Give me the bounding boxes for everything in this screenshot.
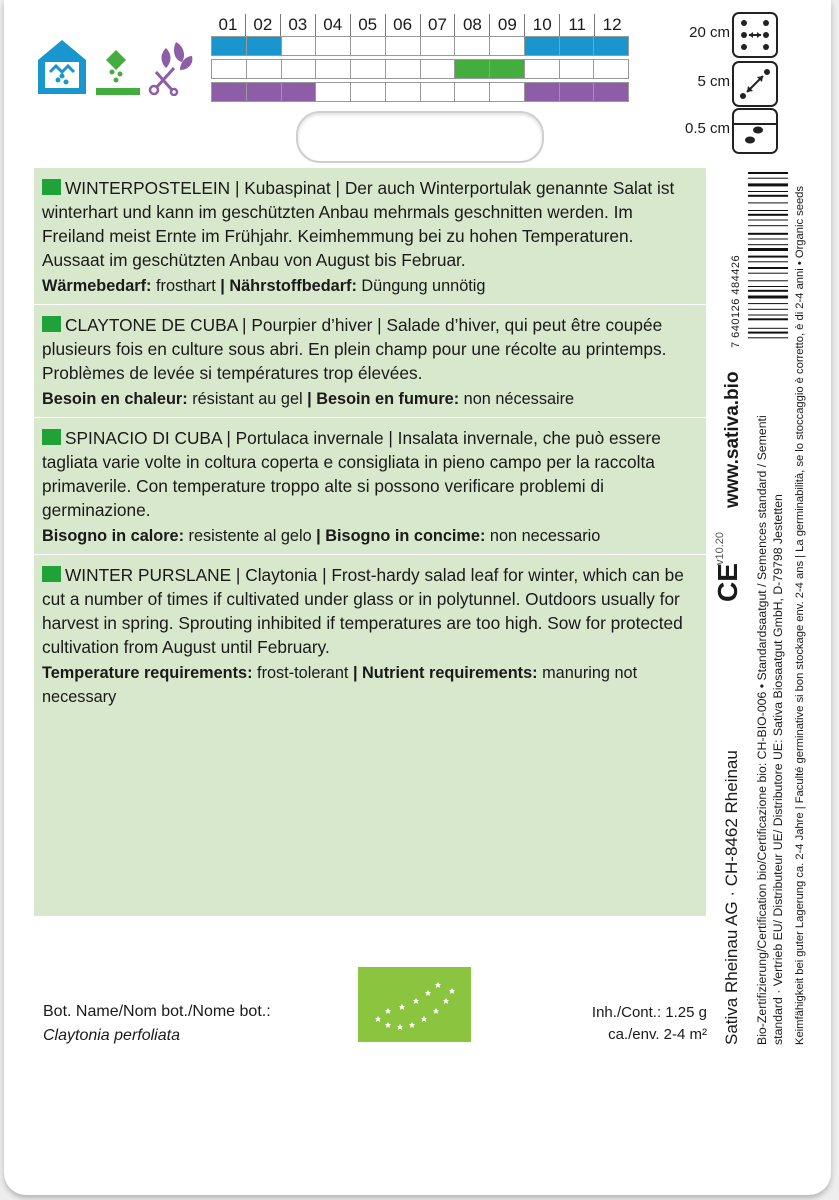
req-value: Düngung unnötig <box>356 277 486 295</box>
calendar-cell <box>315 37 350 55</box>
req-label: | Besoin en fumure: <box>307 390 460 408</box>
sowing-calendar <box>211 14 629 105</box>
calendar-cell <box>420 83 455 101</box>
barcode-bar <box>748 280 788 281</box>
calendar-cell <box>350 60 385 78</box>
month-label: 07 <box>420 14 455 36</box>
requirements <box>42 524 698 548</box>
calendar-cell <box>246 83 281 101</box>
req-value: résistant au gel <box>187 390 308 408</box>
barcode-bar <box>748 183 788 186</box>
calendar-row-harvest <box>211 82 629 102</box>
barcode-bar <box>748 225 788 226</box>
req-label: Besoin en chaleur: <box>42 390 188 408</box>
barcode-bar <box>748 195 788 197</box>
barcode-bar <box>748 220 788 221</box>
outdoor-sowing-icon <box>96 42 142 96</box>
calendar-cell <box>524 60 559 78</box>
green-square-icon <box>42 179 61 195</box>
calendar-cell <box>350 83 385 101</box>
calendar-row-indoor-sowing <box>211 36 629 56</box>
req-label: | Nährstoffbedarf: <box>220 277 357 295</box>
calendar-cell <box>593 83 629 101</box>
section-fr <box>34 305 706 418</box>
calendar-cell <box>246 60 281 78</box>
barcode-bar <box>748 296 788 299</box>
barcode-bar <box>748 172 788 174</box>
calendar-cell <box>420 37 455 55</box>
barcode-bar <box>748 239 788 240</box>
calendar-cell <box>385 83 420 101</box>
requirements <box>42 661 698 709</box>
barcode-bars <box>748 172 788 348</box>
sowing-depth-icon <box>732 108 778 154</box>
barcode-bar <box>748 248 788 251</box>
calendar-cell <box>315 60 350 78</box>
germination-info: Keimfähigkeit bei guter Lagerung ca. 2-4 Jahre | Faculté germinative si bon stockage env. 2-4 ans | La germinabilità, se lo stoccaggio è corretto, è di 2-4 anni • Organic seeds <box>794 185 806 1045</box>
section-title: WINTERPOSTELEIN <box>65 178 231 198</box>
section-de <box>34 168 706 305</box>
month-label: 06 <box>385 14 420 36</box>
website: www.sativa.bio <box>722 371 743 508</box>
sowing-depth-label: 0.5 cm <box>684 120 730 137</box>
calendar-cell <box>559 60 594 78</box>
barcode-bar <box>748 267 788 269</box>
calendar-cell <box>420 60 455 78</box>
botanical-name <box>43 1000 271 1048</box>
green-square-icon <box>42 429 61 445</box>
barcode <box>730 172 788 348</box>
calendar-cell <box>454 37 489 55</box>
month-label: 05 <box>350 14 385 36</box>
section-title: WINTER PURSLANE <box>65 565 232 585</box>
green-square-icon <box>42 566 61 582</box>
calendar-cell <box>350 37 385 55</box>
calendar-cell <box>489 60 524 78</box>
barcode-bar <box>748 261 788 262</box>
contents <box>585 1002 707 1046</box>
contents-area: ca./env. 2-4 m² <box>608 1026 707 1043</box>
calendar-cell <box>559 37 594 55</box>
version: v10.20 <box>714 531 726 565</box>
requirements <box>42 387 698 411</box>
section-body: | Claytonia | Frost-hardy salad leaf for winter, which can be cut a number of times if cultivated under glass or in polytunnel. Outdoors usually for harvest in spring. Sprouting inhibited if temperatures are too high. Sow for protected cultivation from August until February. <box>42 565 684 657</box>
req-value: resistente al gelo <box>184 527 317 545</box>
barcode-bar <box>748 309 788 310</box>
barcode-bar <box>748 290 788 292</box>
calendar-cell <box>385 37 420 55</box>
section-title: CLAYTONE DE CUBA <box>65 315 238 335</box>
company-address: Sativa Rheinau AG · CH-8462 Rheinau <box>722 750 741 1045</box>
barcode-bar <box>748 337 788 338</box>
harvest-scissors-icon <box>146 38 198 96</box>
plant-distance <box>640 61 780 105</box>
month-label: 11 <box>559 14 594 36</box>
barcode-bar <box>748 244 788 245</box>
month-label: 09 <box>489 14 524 36</box>
calendar-cell <box>593 37 629 55</box>
plant-distance-icon <box>732 61 778 107</box>
plant-distance-label: 5 cm <box>697 73 730 90</box>
calendar-cell <box>454 83 489 101</box>
section-text <box>42 176 698 272</box>
eu-organic-logo-icon <box>358 967 471 1042</box>
section-en <box>34 555 706 715</box>
section-text <box>42 563 698 659</box>
green-square-icon <box>42 316 61 332</box>
certification-line-2: standard · Vertrieb EU/ Distributeur UE/ Distributore UE: Sativa Biosaatgut GmbH, D-79798 Jestetten <box>771 494 785 1045</box>
calendar-cell <box>454 60 489 78</box>
barcode-bar <box>748 332 788 334</box>
description-panel <box>34 168 706 916</box>
barcode-bar <box>748 315 788 316</box>
month-label: 12 <box>594 14 629 36</box>
month-label: 04 <box>315 14 350 36</box>
req-label: | Bisogno in concime: <box>316 527 486 545</box>
barcode-bar <box>748 256 788 258</box>
barcode-bar <box>748 178 788 179</box>
section-text <box>42 426 698 522</box>
section-text <box>42 313 698 385</box>
calendar-cell <box>281 37 316 55</box>
month-label: 10 <box>524 14 559 36</box>
req-value: frost-tolerant <box>252 664 353 682</box>
barcode-bar <box>748 286 788 287</box>
req-value: non necessario <box>485 527 601 545</box>
barcode-bar <box>748 233 788 235</box>
requirements <box>42 274 698 298</box>
row-distance-label: 20 cm <box>689 24 730 41</box>
req-value: non nécessaire <box>459 390 575 408</box>
barcode-bar <box>748 202 788 203</box>
calendar-cell <box>524 83 559 101</box>
calendar-cell <box>246 37 281 55</box>
month-label: 02 <box>245 14 280 36</box>
month-label: 08 <box>454 14 489 36</box>
calendar-cell <box>489 37 524 55</box>
botanical-label: Bot. Name/Nom bot./Nome bot.: <box>43 1003 271 1020</box>
section-title: SPINACIO DI CUBA <box>65 428 222 448</box>
botanical-latin-name: Claytonia perfoliata <box>43 1027 180 1044</box>
req-label: | Nutrient requirements: <box>352 664 538 682</box>
calendar-cell <box>559 83 594 101</box>
calendar-cell <box>593 60 629 78</box>
barcode-bar <box>748 214 788 216</box>
calendar-cell <box>524 37 559 55</box>
barcode-bar <box>748 191 788 192</box>
calendar-cell <box>281 83 316 101</box>
barcode-bar <box>748 318 788 320</box>
barcode-bar <box>748 328 788 329</box>
contents-weight: Inh./Cont.: 1.25 g <box>591 1004 707 1021</box>
calendar-cell <box>315 83 350 101</box>
sowing-depth <box>640 108 780 152</box>
calendar-row-outdoor-sowing <box>211 59 629 79</box>
section-it <box>34 418 706 555</box>
section-body: | Portulaca invernale | Insalata invernale, che può essere tagliata varie volte in coltura coperta e consigliata in pieno campo per la raccolta primaverile. Con temperature troppo alte si possono verificare problemi di germinazione. <box>42 428 661 520</box>
ce-mark: CE <box>712 563 743 602</box>
req-label: Wärmebedarf: <box>42 277 152 295</box>
section-body: | Kubaspinat | Der auch Winterportulak genannte Salat ist winterhart und kann im geschützten Anbau mehrmals geschnitten werden. Im Freiland meist Ernte im Frühjahr. Keimhemmung bei zu hohen Temperaturen. Aussaat im geschützten Anbau von August bis Februar. <box>42 178 675 270</box>
calendar-months <box>211 14 629 36</box>
calendar-cell <box>489 83 524 101</box>
calendar-cell <box>211 37 246 55</box>
section-body: | Pourpier d’hiver | Salade d’hiver, qui peut être coupée plusieurs fois en culture sous abri. En plein champ pour une récolte au printemps. Problèmes de levée si températures trop élevées. <box>42 315 667 383</box>
barcode-number: 7 640126 484426 <box>730 254 742 348</box>
barcode-bar <box>748 210 788 211</box>
calendar-cell <box>211 60 246 78</box>
row-distance <box>640 12 780 56</box>
req-value: manuring not necessary <box>42 664 638 706</box>
row-distance-icon <box>732 12 778 58</box>
month-label: 03 <box>280 14 315 36</box>
hanging-hole <box>296 111 544 163</box>
certification-line-1: Bio-Zertifizierung/Certification bio/Certificazione bio: CH-BIO-006 • Standardsaatgut / Semences standard / Sementi <box>755 415 769 1045</box>
calendar-cell <box>385 60 420 78</box>
month-label: 01 <box>218 15 238 34</box>
req-label: Temperature requirements: <box>42 664 253 682</box>
calendar-cell <box>281 60 316 78</box>
greenhouse-sowing-icon <box>36 38 88 96</box>
barcode-bar <box>748 273 788 274</box>
req-value: frosthart <box>151 277 221 295</box>
calendar-cell <box>211 83 246 101</box>
barcode-bar <box>748 303 788 304</box>
req-label: Bisogno in calore: <box>42 527 185 545</box>
